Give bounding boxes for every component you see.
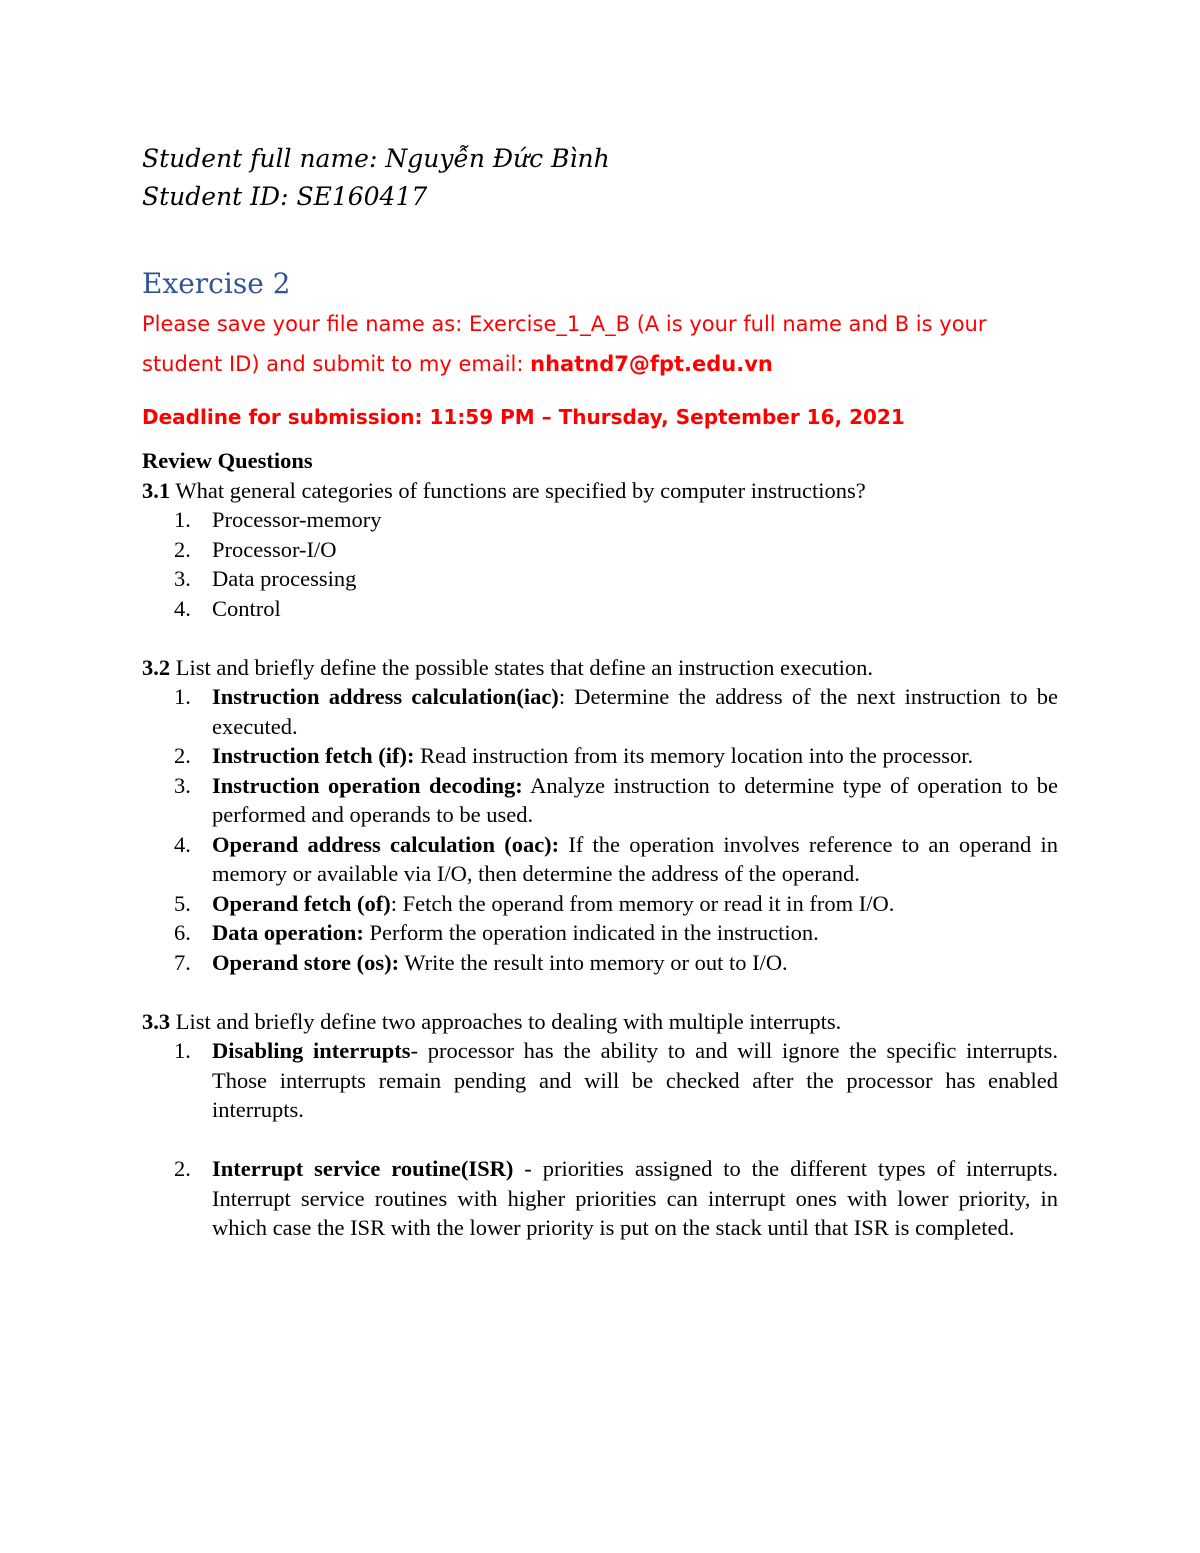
list-item [142,505,1058,535]
question-number: 3.3 [142,1008,171,1034]
question-number: 3.2 [142,654,171,680]
item-text: Write the result into memory or out to I/O. [399,949,788,975]
instructions-text: Please save your file name as: Exercise_1_A_B (A is your full name and B is your student ID) and submit to my email: [142,312,987,376]
item-term: Disabling interrupts [212,1038,411,1063]
item-number: 3. [174,566,191,591]
list-item [142,771,1058,830]
exercise-title: Exercise 2 [142,267,291,300]
item-text: Analyze instruction to determine type of operation to be performed and operands to be used. [212,772,1059,827]
item-number: 2. [174,1156,191,1181]
item-number: 6. [174,920,191,945]
list-item [142,889,1058,919]
question-text: List and briefly define the possible states that define an instruction execution. [170,654,874,680]
item-term: Operand fetch (of) [212,890,391,916]
student-id: Student ID: SE160417 [142,182,428,211]
item-text: - processor has the ability to and will ignore the specific interrupts. Those interrupts remain pending and will be checked after the processor has enabled interrupts. [212,1038,1058,1122]
list-item [142,1036,1058,1125]
item-term: Instruction address calculation(iac) [212,684,559,709]
answer-list-3-3 [142,1036,1058,1125]
question-text: What general categories of functions are specified by computer instructions? [170,477,866,503]
answer-list-3-1 [142,505,1058,623]
review-heading: Review Questions [142,448,313,473]
student-name: Student full name: Nguyễn Đức Bình [142,144,610,173]
list-item [142,918,1058,948]
item-number: 4. [174,831,191,857]
answer-list-3-3-cont [142,1154,1058,1243]
item-number: 1. [174,684,191,709]
list-item [142,741,1058,771]
item-text: Processor-memory [212,507,382,532]
spacer [142,1125,1058,1155]
list-item [142,830,1058,889]
spacer [142,977,1058,1007]
list-item [142,564,1058,594]
item-number: 2. [174,743,191,768]
item-term: Instruction fetch (if): [212,743,415,768]
submission-instructions [142,304,1058,384]
item-text: If the operation involves reference to an operand in memory or available via I/O, then determine the address of the operand. [212,831,1058,886]
question-3-3 [142,1007,1058,1037]
item-text: : Determine the address of the next instruction to be executed. [212,684,1059,739]
item-text: - priorities assigned to the different types of interrupts. Interrupt service routines with higher priorities can interrupt ones with lower priority, in which case the ISR with the lower priority is put on the stack until that ISR is completed. [212,1156,1058,1240]
question-3-1 [142,476,1058,506]
item-number: 5. [174,890,191,916]
question-number: 3.1 [142,477,171,503]
item-text: Perform the operation indicated in the instruction. [363,920,819,945]
spacer [142,623,1058,653]
item-text: Data processing [212,566,357,591]
list-item [142,535,1058,565]
item-term: Operand store (os): [212,949,400,975]
instructor-email: nhatnd7@fpt.edu.vn [530,352,773,376]
item-term: Operand address calculation (oac): [212,831,560,857]
question-3-2 [142,653,1058,683]
list-item [142,1154,1058,1243]
document-page [142,140,1058,1243]
item-number: 4. [174,595,191,621]
item-term: Data operation: [212,920,364,945]
item-number: 7. [174,949,191,975]
item-number: 2. [174,536,191,562]
list-item [142,948,1058,978]
item-term: Interrupt service routine(ISR) [212,1156,514,1181]
list-item [142,594,1058,624]
item-number: 1. [174,507,191,532]
item-text: Processor-I/O [212,536,337,562]
question-text: List and briefly define two approaches to dealing with multiple interrupts. [170,1008,842,1034]
item-text: Control [212,595,281,621]
item-text: : Fetch the operand from memory or read it in from I/O. [390,890,895,916]
review-questions-section [142,446,1058,1243]
item-term: Instruction operation decoding: [212,772,523,798]
answer-list-3-2 [142,682,1058,977]
list-item [142,682,1058,741]
deadline: Deadline for submission: 11:59 PM – Thursday, September 16, 2021 [142,405,905,429]
item-number: 1. [174,1038,191,1063]
item-text: Read instruction from its memory location into the processor. [414,743,974,768]
item-number: 3. [174,772,191,798]
